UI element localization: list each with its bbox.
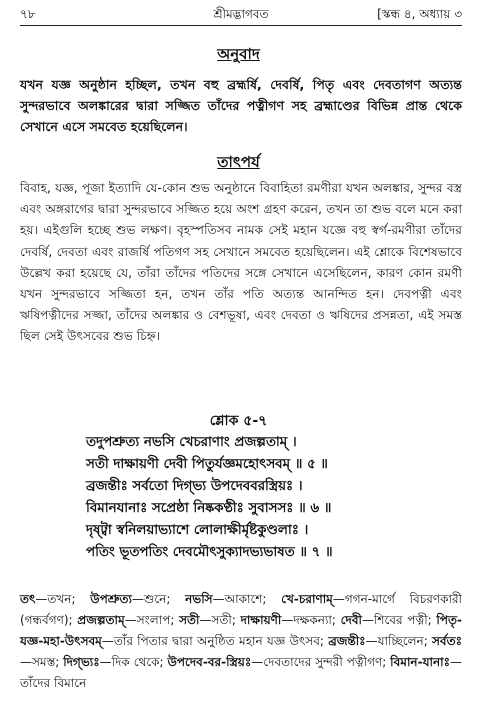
synonym-meaning: তখন; — [47, 592, 91, 606]
synonym-term: নভসি — [185, 592, 213, 606]
synonym-term: দাক্ষায়ণী — [240, 613, 282, 627]
purport-text: বিবাহ, যজ্ঞ, পূজা ইত্যাদি যে-কোন শুভ অনুষ্ঠানে বিবাহিতা রমণীরা যখন অলঙ্কার, সুন্দর বস্ত্র এবং অঙ্গরাগের দ্বারা সুন্দরভাবে সজ্জিত হয়ে অংশ গ্রহণ করেন, তখন তা শুভ বলে মনে করা হয়। এইগুলি হচ্ছে শুভ লক্ষণ। বৃহস্পতিসব নামক সেই মহান যজ্ঞে বহু স্বর্গ-রমণীরা তাঁদের দেবর্ষি, দেবতা এবং রাজর্ষি পতিগণ সহ সেখানে সমবেত হয়েছিলেন। এই শ্লোকে বিশেষভাবে উল্লেখ করা হয়েছে যে, তাঁরা তাঁদের পতিদের সঙ্গে সেখানে এসেছিলেন, কারণ কোন রমণী যখন সুন্দরভাবে সজ্জিতা হন, তখন তাঁর পতি অত্যন্ত আনন্দিত হন। দেবপত্নী এবং ঋষিপত্নীদের সজ্জা, তাঁদের অলঙ্কার ও বেশভূষা, এবং দেবতা ও ঋষিদের প্রসন্নতা, এই সমস্ত ছিল সেই উৎসবের শুভ চিহ্ন। — [20, 181, 462, 344]
running-title: শ্রীমদ্ভাগবত — [213, 7, 269, 21]
verse-label: শ্লোক ৫-৭ — [209, 413, 268, 429]
verse-line: তদুপশ্রুত্য নভসি খেচরাণাং প্রজল্পতাম্ । — [86, 435, 297, 450]
synonym-term: পিতৃ-যজ্ঞ-মহা-উৎসবম্ — [20, 613, 462, 648]
synonym-term: তৎ — [20, 592, 36, 606]
synonym-term: উপদেব-বর-স্ত্রিয়ঃ — [167, 655, 252, 669]
verse-line: দৃষ্ট্বা স্বনিলয়াভ্যাশে লোলাক্ষীর্মৃষ্টকুণ্ডলাঃ । — [86, 523, 309, 538]
page-number: ৭৮ — [20, 7, 36, 21]
purport-heading: তাৎপর্য — [217, 153, 260, 171]
synonym-term: সর্বতঃ — [431, 634, 462, 648]
section-reference: [স্কন্ধ ৪, অধ্যায় ৩ — [377, 7, 462, 21]
synonym-meaning: আকাশে; — [224, 592, 282, 606]
verse-line: বিমানযানাঃ সপ্রেষ্ঠা নিষ্ককণ্ঠীঃ সুবাসসঃ ॥ ৬ ॥ — [86, 501, 332, 516]
header-rule — [20, 25, 462, 26]
synonym-meaning: দক্ষকন্যা; — [293, 613, 341, 627]
synonym-term: প্রজল্পতাম্ — [77, 613, 125, 627]
synonym-meaning: সংলাপ; — [136, 613, 180, 627]
synonym-meaning: শুনে; — [144, 592, 186, 606]
synonym-term: দিগ্‌ভ্যঃ — [63, 655, 100, 669]
synonym-term: ব্রজন্তীঃ — [328, 634, 366, 648]
verse-block — [86, 432, 466, 564]
synonym-meaning: তাঁর পিতার দ্বারা অনুষ্ঠিত মহান যজ্ঞ উৎসব; — [113, 634, 329, 648]
synonym-term: দেবী — [340, 613, 362, 627]
synonym-meaning: দিক থেকে; — [111, 655, 168, 669]
page-header — [20, 6, 462, 24]
synonym-meaning: গগন-মার্গে বিচরণকারী (গন্ধর্বগণ); — [20, 592, 462, 627]
synonym-term: উপশ্রুত্য — [90, 592, 133, 606]
synonyms-text: তৎ—তখন; উপশ্রুত্য—শুনে; নভসি—আকাশে; খে-চরাণাম্—গগন-মার্গে বিচরণকারী (গন্ধর্বগণ); প্রজল্পতাম্—সংলাপ; সতী—সতী; দাক্ষায়ণী—দক্ষকন্যা; দেবী—শিবের পত্নী; পিতৃ-যজ্ঞ-মহা-উৎসবম্—তাঁর পিতার দ্বারা অনুষ্ঠিত মহান যজ্ঞ উৎসব; ব্রজন্তীঃ—যাচ্ছিলেন; সর্বতঃ—সমস্ত; দিগ্‌ভ্যঃ—দিক থেকে; উপদেব-বর-স্ত্রিয়ঃ—দেবতাদের সুন্দরী পত্নীগণ; বিমান-যানাঃ—তাঁদের বিমানে — [20, 592, 463, 690]
synonym-meaning: দেবতাদের সুন্দরী পত্নীগণ; — [263, 655, 391, 669]
synonym-meaning: যাচ্ছিলেন; — [377, 634, 432, 648]
verse-line: পতিং ভূতপতিং দেবমৌৎসুক্যাদভ্যভাষত ॥ ৭ ॥ — [86, 545, 333, 560]
verse-line: ব্রজন্তীঃ সর্বতো দিগ্‌ভ্য উপদেববরস্ত্রিয়ঃ । — [86, 479, 303, 494]
synonym-meaning: সমস্ত; — [32, 655, 64, 669]
synonym-term: খে-চরাণাম্ — [281, 592, 333, 606]
synonym-meaning: সতী; — [211, 613, 241, 627]
verse-line: সতী দাক্ষায়ণী দেবী পিতুর্যজ্ঞমহোৎসবম্ ॥ ৫ ॥ — [86, 457, 328, 472]
translation-text: যখন যজ্ঞ অনুষ্ঠান হচ্ছিল, তখন বহু ব্রহ্মর্ষি, দেবর্ষি, পিতৃ এবং দেবতাগণ অত্যন্ত সুন্দরভাবে অলঙ্কারের দ্বারা সজ্জিত তাঁদের পত্নীগণ সহ ব্রহ্মাণ্ডের বিভিন্ন প্রান্ত থেকে সেখানে এসে সমবেত হয়েছিলেন। — [20, 77, 462, 134]
synonym-meaning: শিবের পত্নী; — [373, 613, 437, 627]
synonym-term: বিমান-যানাঃ — [390, 655, 451, 669]
synonym-meaning: তাঁদের বিমানে — [20, 676, 87, 690]
synonym-term: সতী — [179, 613, 200, 627]
translation-heading: অনুবাদ — [217, 45, 260, 63]
